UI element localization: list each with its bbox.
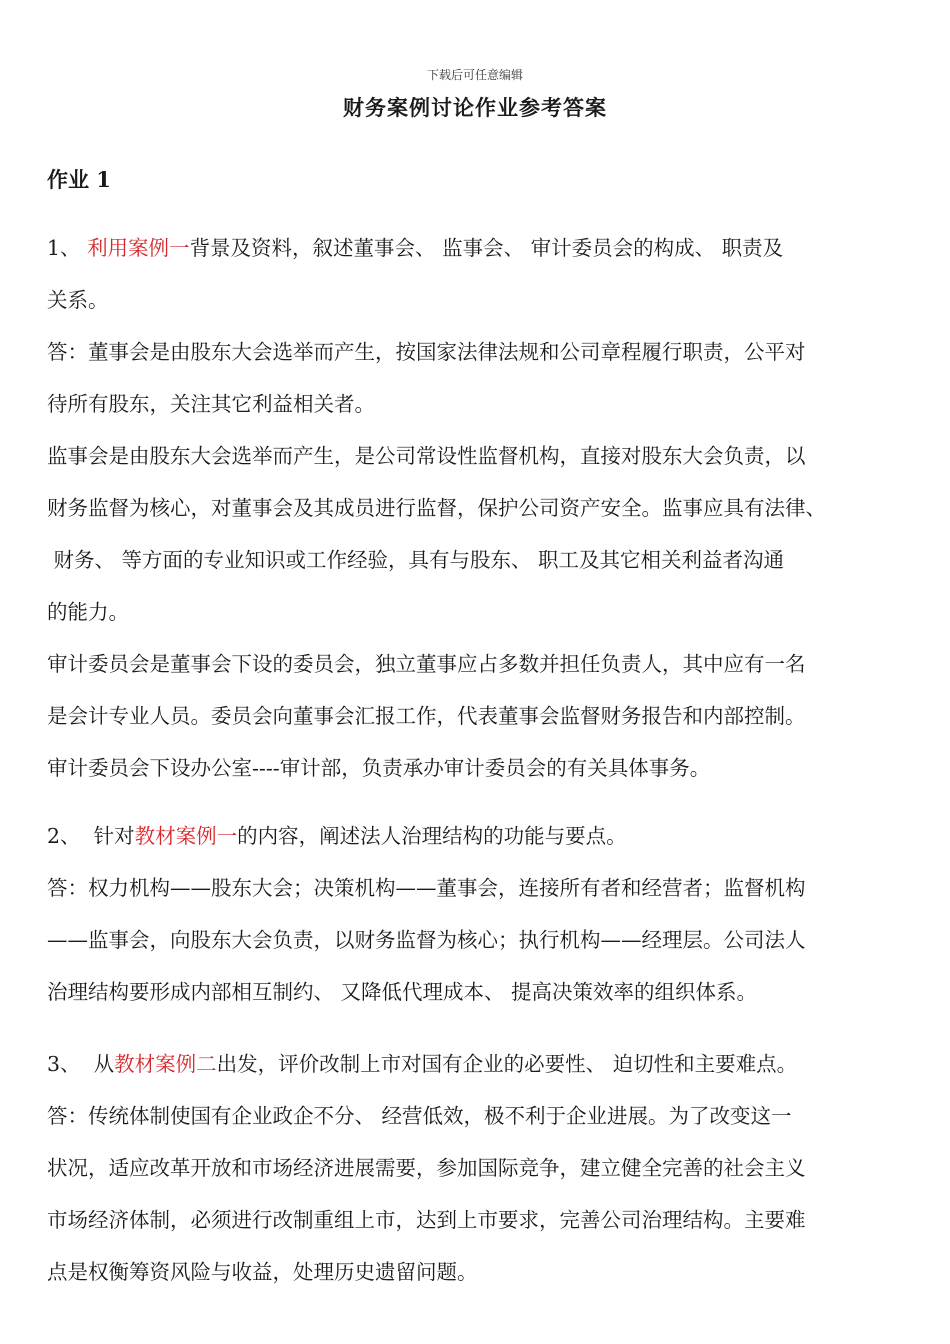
answer-3-line: 答：传统体制使国有企业政企不分、 经营低效，极不利于企业进展。为了改变这一: [47, 1104, 792, 1128]
answer-1: [47, 326, 909, 794]
answer-3-line: 市场经济体制，必须进行改制重组上市，达到上市要求，完善公司治理结构。主要难: [47, 1208, 806, 1232]
answer-1-line: 监事会是由股东大会选举而产生，是公司常设性监督机构，直接对股东大会负责，以: [47, 444, 806, 468]
question-1-text: 背景及资料，叙述董事会、 监事会、 审计委员会的构成、 职责及: [189, 236, 784, 260]
question-1-highlight: 利用案例一: [87, 236, 190, 260]
answer-1-line: 是会计专业人员。委员会向董事会汇报工作，代表董事会监督财务报告和内部控制。: [47, 704, 806, 728]
answer-1-line: 财务、 等方面的专业知识或工作经验，具有与股东、 职工及其它相关利益者沟通: [47, 548, 785, 572]
question-1: [47, 222, 909, 326]
answer-2-line: 治理结构要形成内部相互制约、 又降低代理成本、 提高决策效率的组织体系。: [47, 980, 758, 1004]
answer-2-line: 答：权力机构——股东大会；决策机构——董事会，连接所有者和经营者；监督机构: [47, 876, 806, 900]
question-3: [47, 1038, 909, 1090]
answer-1-line: 财务监督为核心，对董事会及其成员进行监督，保护公司资产安全。监事应具有法律、: [47, 496, 826, 520]
question-3-text: 出发，评价改制上市对国有企业的必要性、 迫切性和主要难点。: [216, 1052, 798, 1076]
question-3-line: [47, 1038, 909, 1090]
answer-3-line: 状况，适应改革开放和市场经济进展需要，参加国际竞争，建立健全完善的社会主义: [47, 1156, 806, 1180]
question-2-text: 的内容，阐述法人治理结构的功能与要点。: [237, 824, 627, 848]
question-2-prefix: 2、 针对: [47, 824, 135, 848]
answer-1-line: 待所有股东，关注其它利益相关者。: [47, 392, 375, 416]
answer-1-line: 审计委员会是董事会下设的委员会，独立董事应占多数并担任负责人，其中应有一名: [47, 652, 806, 676]
answer-1-line: 答：董事会是由股东大会选举而产生，按国家法律法规和公司章程履行职责，公平对: [47, 340, 806, 364]
question-3-highlight: 教材案例二: [114, 1052, 217, 1076]
answer-2-line: ——监事会，向股东大会负责，以财务监督为核心；执行机构——经理层。公司法人: [47, 928, 806, 952]
answer-2: [47, 862, 909, 1018]
question-2: [47, 810, 909, 862]
question-1-line-1: [47, 222, 909, 274]
question-1-number: 1、: [47, 236, 88, 260]
question-2-line: [47, 810, 909, 862]
question-1-line-2: 关系。: [47, 288, 109, 312]
answer-3-line: 点是权衡筹资风险与收益，处理历史遗留问题。: [47, 1260, 478, 1284]
answer-1-line: 的能力。: [47, 600, 129, 624]
answer-3: [47, 1090, 909, 1298]
question-2-highlight: 教材案例一: [134, 824, 238, 848]
question-3-prefix: 3、 从: [47, 1052, 115, 1076]
section-heading: 作业 1: [47, 167, 111, 192]
header-note: 下载后可任意编辑: [426, 68, 523, 82]
document-title: 财务案例讨论作业参考答案: [343, 95, 607, 120]
answer-1-line: 审计委员会下设办公室----审计部，负责承办审计委员会的有关具体事务。: [47, 756, 711, 780]
